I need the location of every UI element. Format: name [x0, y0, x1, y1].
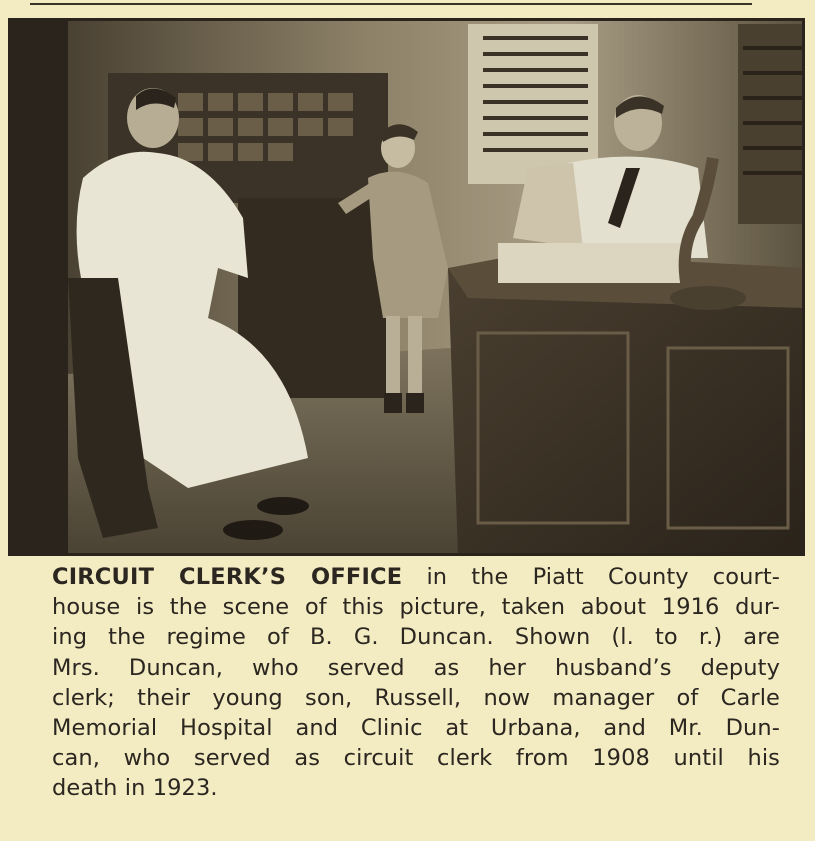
caption-line-6: Memorial Hospital and Clinic at Urbana, and Mr. Dun-: [52, 715, 780, 742]
photo-caption: [52, 562, 780, 804]
caption-line-1-text: in the Piatt County court-: [402, 564, 780, 590]
caption-line-3: ing the regime of B. G. Duncan. Shown (l. to r.) are: [52, 624, 780, 651]
top-rule: [30, 3, 752, 5]
caption-line-8: death in 1923.: [52, 775, 218, 802]
caption-line-7: can, who served as circuit clerk from 1908 until his: [52, 745, 780, 772]
caption-line-2: house is the scene of this picture, taken about 1916 dur-: [52, 594, 780, 621]
caption-line-1: [52, 562, 780, 592]
caption-line-4: Mrs. Duncan, who served as her husband’s deputy: [52, 654, 780, 681]
caption-lead: CIRCUIT CLERK’S OFFICE: [52, 564, 403, 590]
office-photo-illustration: [8, 18, 805, 556]
office-photo: [8, 18, 805, 556]
caption-line-5: clerk; their young son, Russell, now manager of Carle: [52, 684, 780, 711]
